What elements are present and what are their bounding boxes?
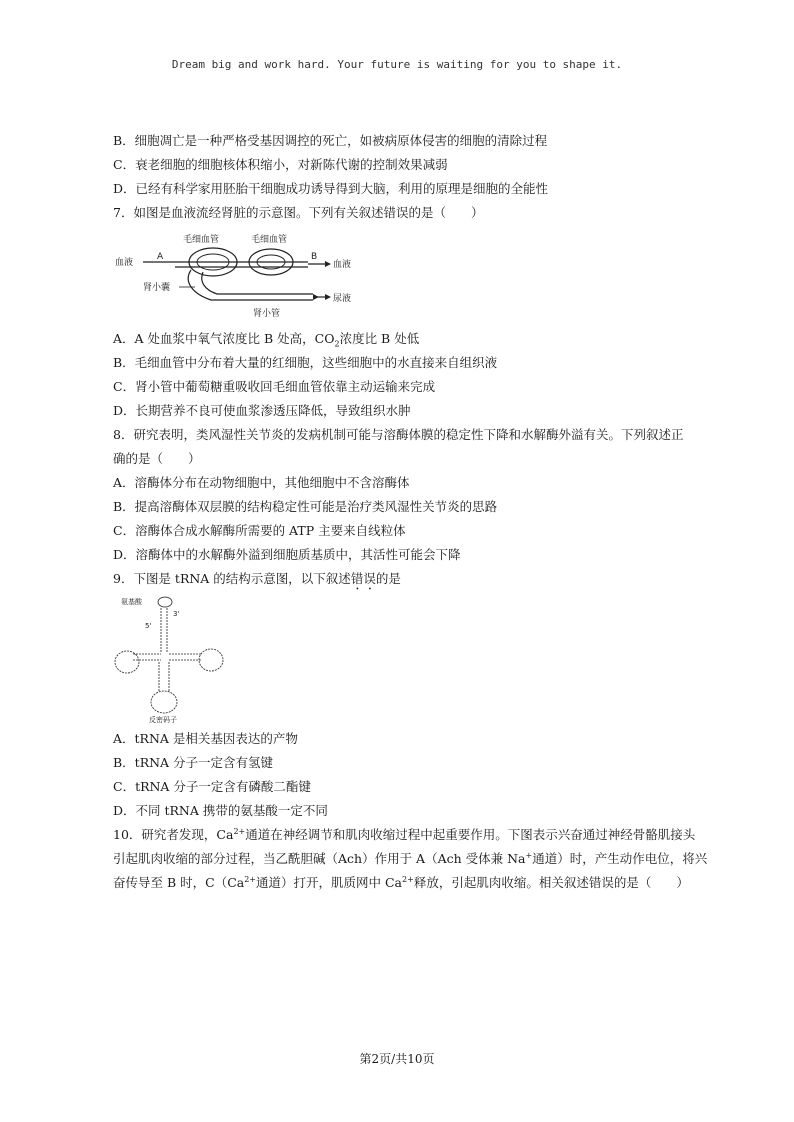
- q7-option-d: D．长期营养不良可使血浆渗透压降低，导致组织水肿: [113, 403, 411, 418]
- label-b: B: [311, 252, 318, 262]
- q7-option-b: B．毛细血管中分布着大量的红细胞，这些细胞中的水直接来自组织液: [113, 355, 498, 370]
- q9-option-c: C．tRNA 分子一定含有磷酸二酯键: [113, 779, 311, 794]
- q8-option-b: B．提高溶酶体双层膜的结构稳定性可能是治疗类风湿性关节炎的思路: [113, 499, 498, 514]
- q7-option-c: C．肾小管中葡萄糖重吸收回毛细血管依靠主动运输来完成: [113, 379, 436, 394]
- label-anticodon: 反密码子: [149, 716, 177, 724]
- q8-option-a: A．溶酶体分布在动物细胞中，其他细胞中不含溶酶体: [113, 475, 410, 490]
- label-amino-acid: 氨基酸: [121, 598, 142, 606]
- q7-option-a: A．A 处血浆中氧气浓度比 B 处高，$CO_2$浓度比 B 处低: [113, 331, 420, 349]
- q6-option-c: C．衰老细胞的细胞核体积缩小，对新陈代谢的控制效果减弱: [113, 157, 448, 172]
- q6-option-b: B．细胞凋亡是一种严格受基因调控的死亡，如被病原体侵害的细胞的清除过程: [113, 133, 548, 148]
- q8-stem-line-1: 8．研究表明，类风湿性关节炎的发病机制可能与溶酶体膜的稳定性下降和水解酶外溢有关。下列叙述正: [113, 427, 684, 442]
- label-a: A: [157, 252, 164, 262]
- q10-stem-line-3: 奋传导至 B 时，$C(Ca^{2+}$通道）打开，肌质网中 $Ca^{2+}$释放，引起肌肉收缩。相关叙述错误的是（ ）: [113, 874, 689, 890]
- label-renal-capsule: 肾小囊: [143, 283, 171, 293]
- trna-structure-diagram: [113, 594, 233, 730]
- label-capillary-1: 毛细血管: [183, 235, 220, 245]
- label-blood-out: 血液: [333, 260, 352, 270]
- label-blood-in: 血液: [115, 258, 134, 268]
- label-capillary-2: 毛细血管: [251, 235, 288, 245]
- q9-emphasis: 错误: [350, 571, 376, 586]
- kidney-blood-flow-diagram: [113, 232, 383, 326]
- q9-option-a: A．tRNA 是相关基因表达的产物: [113, 731, 298, 746]
- q9-stem: 9．下图是 tRNA 的结构示意图，以下叙述错误的是: [113, 571, 401, 586]
- q9-option-b: B．tRNA 分子一定含有氢键: [113, 755, 274, 770]
- page-number: 第2页/共10页: [359, 1052, 435, 1066]
- q9-option-d: D．不同 tRNA 携带的氨基酸一定不同: [113, 803, 328, 818]
- q8-option-c: C．溶酶体合成水解酶所需要的 ATP 主要来自线粒体: [113, 523, 406, 538]
- q10-stem-line-2: 引起肌肉收缩的部分过程，当乙酰胆碱（Ach）作用于 A（Ach 受体兼 Na+通道）时，产生动作电位，将兴: [113, 850, 708, 866]
- q7-stem: 7．如图是血液流经肾脏的示意图。下列有关叙述错误的是（ ）: [113, 205, 484, 220]
- page-header-motto: Dream big and work hard. Your future is waiting for you to shape it.: [171, 58, 623, 71]
- label-renal-tubule: 肾小管: [253, 309, 281, 319]
- label-urine: 尿液: [333, 294, 352, 304]
- label-5-prime: 5': [145, 622, 152, 630]
- q8-stem-line-2: 确的是（ ）: [113, 451, 201, 466]
- q6-option-d: D．已经有科学家用胚胎干细胞成功诱导得到大脑，利用的原理是细胞的全能性: [113, 181, 549, 196]
- q10-stem-line-1: 10．研究者发现，$Ca^{2+}$通道在神经调节和肌肉收缩过程中起重要作用。下图表示兴奋通过神经骨骼肌接头: [113, 826, 696, 842]
- q8-option-d: D．溶酶体中的水解酶外溢到细胞质基质中，其活性可能会下降: [113, 547, 461, 562]
- label-3-prime: 3': [173, 610, 180, 618]
